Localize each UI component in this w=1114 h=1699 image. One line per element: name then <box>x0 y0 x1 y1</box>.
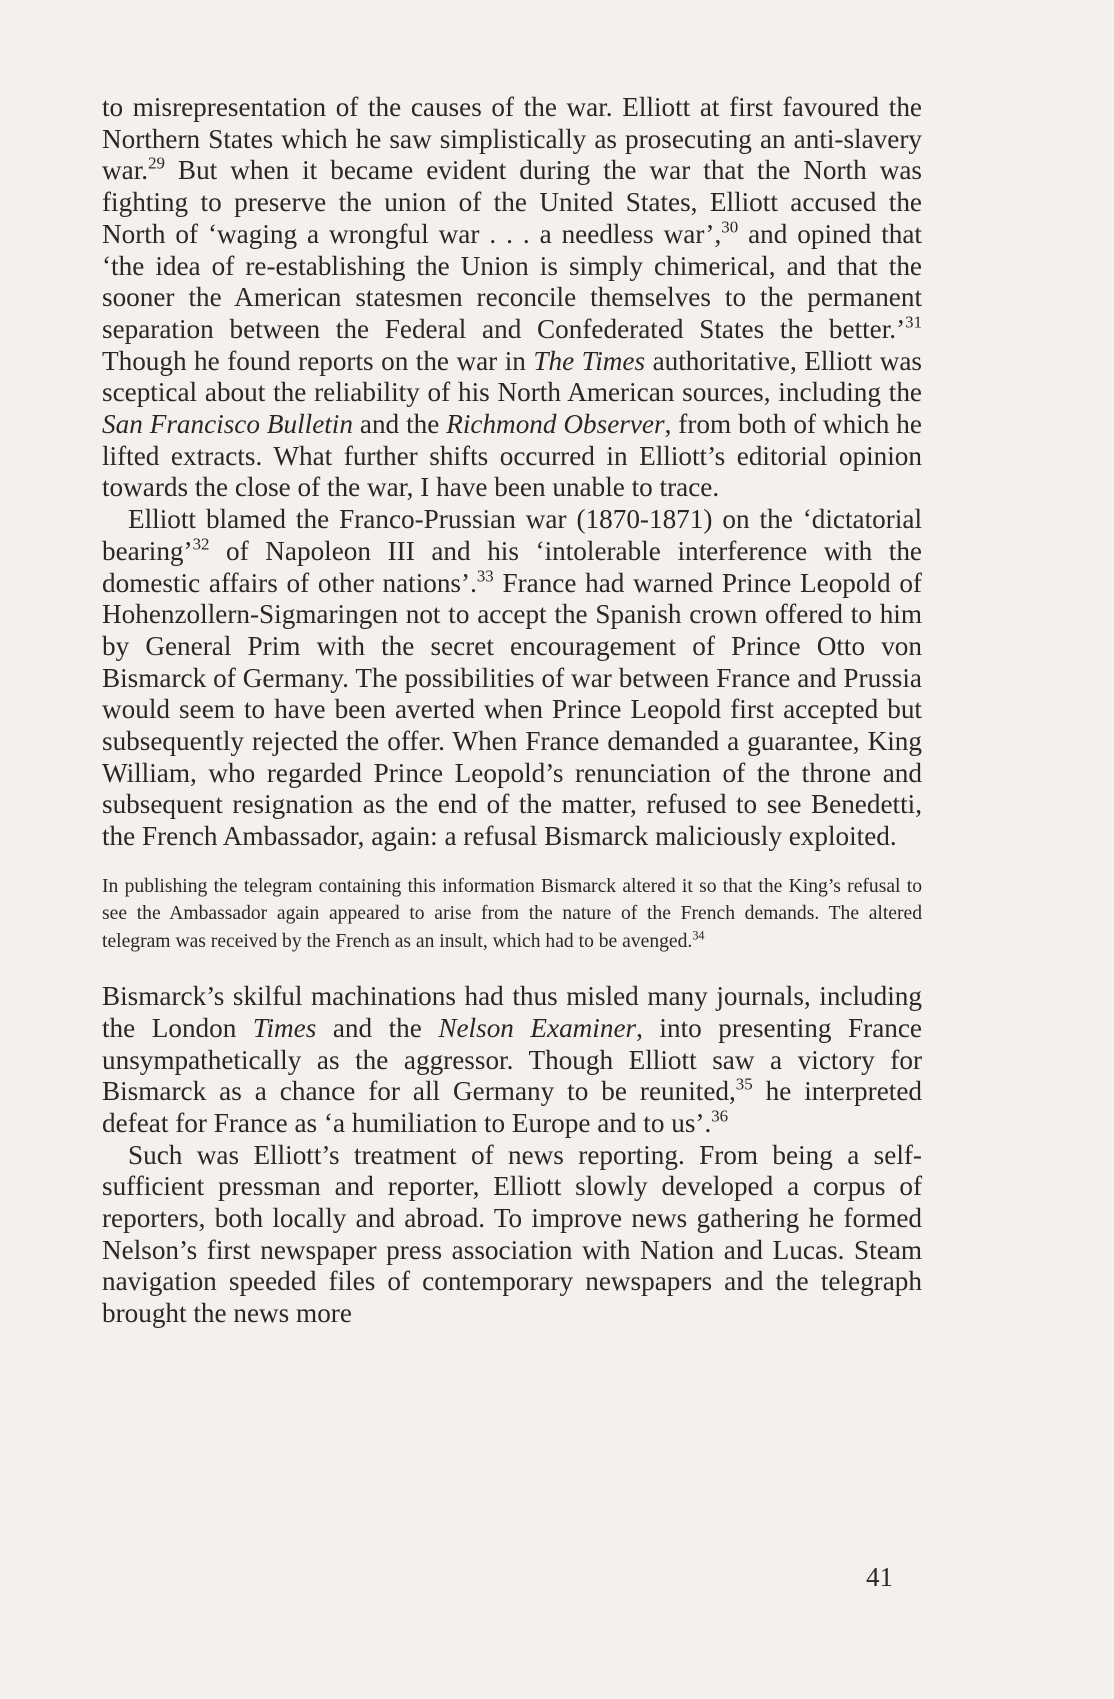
paragraph-news-reporting: Such was Elliott’s treatment of news reporting. From being a self-sufficient pressman and reporter, Elliott slowly developed a corpus of reporters, both locally and abroad. To improve news gathering he formed Nelson’s first newspaper press association with Nation and Lucas. Steam navigation speeded files of contemporary newspapers and the telegraph brought the news more <box>102 1139 922 1329</box>
body-text-lower <box>102 981 922 1330</box>
page-number: 41 <box>866 1562 893 1592</box>
block-quote-text: In publishing the telegram containing this information Bismarck altered it so that the King’s refusal to see the Ambassador again appeared to arise from the nature of the French demands. The altered telegram was received by the French as an insult, which had to be avenged.$^{34}$ <box>102 875 922 952</box>
page-content <box>102 92 922 1330</box>
block-quote <box>102 873 922 955</box>
body-text-upper <box>102 92 922 853</box>
paragraph-bismarck-machinations: Bismarck’s skilful machinations had thus misled many journals, including the London Times and the Nelson Examiner, into presenting France unsympathetically as the aggressor. Though Elliott saw a victory for Bismarck as a chance for all Germany to be reunited,$^{35}$ he interpreted defeat for France as ‘a humiliation to Europe and to us’.$^{36}$ <box>102 981 922 1138</box>
paragraph-american-civil-war: to misrepresentation of the causes of the war. Elliott at first favoured the Northern States which he saw simplistically as prosecuting an anti-slavery war.$^{29}$ But when it became evident during the war that the North was fighting to preserve the union of the United States, Elliott accused the North of ‘waging a wrongful war . . . a needless war’,$^{30}$ and opined that ‘the idea of re-establishing the Union is simply chimerical, and that the sooner the American statesmen reconcile themselves to the permanent separation between the Federal and Confederated States the better.’$^{31}$ Though he found reports on the war in The Times authoritative, Elliott was sceptical about the reliability of his North American sources, including the San Francisco Bulletin and the Richmond Observer, from both of which he lifted extracts. What further shifts occurred in Elliott’s editorial opinion towards the close of the war, I have been unable to trace. <box>102 92 922 503</box>
paragraph-franco-prussian-war: Elliott blamed the Franco-Prussian war (1870-1871) on the ‘dictatorial bearing’$^{32}$ of Napoleon III and his ‘intolerable interference with the domestic affairs of other nations’.$^{33}$ France had warned Prince Leopold of Hohenzollern-Sigmaringen not to accept the Spanish crown offered to him by General Prim with the secret encouragement of Prince Otto von Bismarck of Germany. The possibilities of war between France and Prussia would seem to have been averted when Prince Leopold first accepted but subsequently rejected the offer. When France demanded a guarantee, King William, who regarded Prince Leopold’s renunciation of the throne and subsequent resignation as the end of the matter, refused to see Benedetti, the French Ambassador, again: a refusal Bismarck maliciously exploited. <box>102 504 922 852</box>
